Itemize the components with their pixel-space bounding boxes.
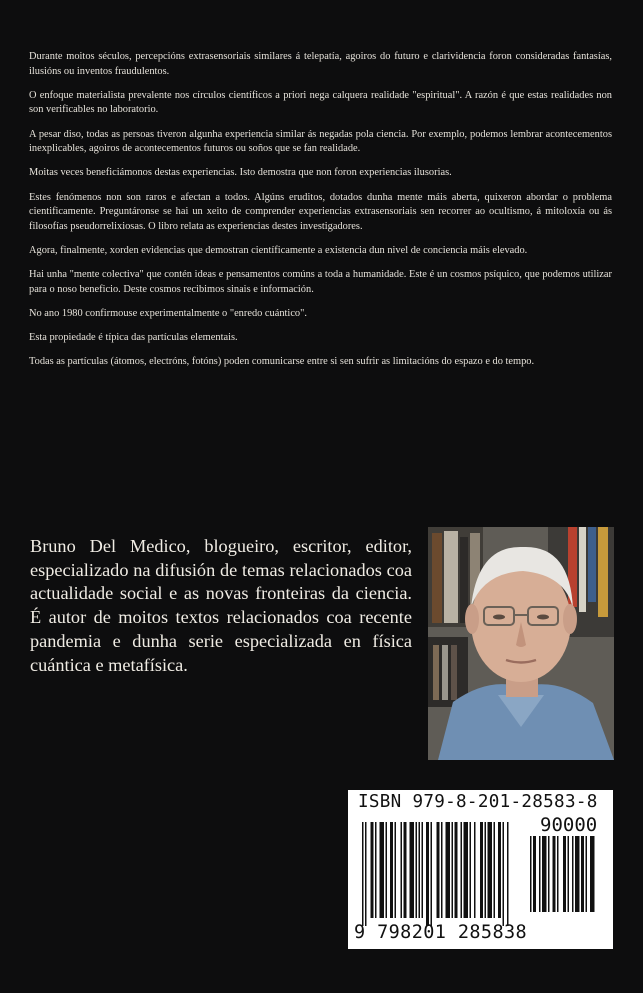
barcode-bar: [464, 822, 469, 918]
barcode-bar: [503, 822, 505, 926]
author-portrait-image: [428, 527, 614, 760]
blurb-paragraph: Todas as partículas (átomos, electróns, fotóns) poden comunicarse entre si sen sufrir as limitacións do espazo e do tempo.: [29, 356, 535, 368]
barcode-bar: [568, 836, 570, 912]
barcode-bar: [485, 822, 487, 918]
barcode-bar: [452, 822, 454, 918]
barcode-bar: [572, 836, 574, 912]
barcode-bar: [375, 822, 377, 918]
barcode-bar: [461, 822, 463, 918]
barcode-bar: [365, 822, 367, 926]
barcode-bar: [426, 822, 429, 926]
barcode-bar: [401, 822, 403, 918]
barcode-bar: [542, 836, 547, 912]
barcode-bar: [416, 822, 418, 918]
barcode-bar: [395, 822, 397, 918]
barcode-bar: [470, 822, 472, 918]
barcode-bar: [498, 822, 501, 918]
author-bio: Bruno Del Medico, blogueiro, escritor, editor, especializado na difusión de temas relacionados coa actualidade social e as novas fronteiras da ciencia. É autor de moitos textos relacionados coa recente pandemia e dunha serie especializada en física cuántica e metafísica.: [30, 536, 412, 675]
barcode-bar: [563, 836, 566, 912]
barcode-bar: [533, 836, 536, 912]
barcode-bar: [586, 836, 588, 912]
barcode-bar: [575, 836, 580, 912]
barcode-bar: [386, 822, 388, 918]
blurb-paragraph: Agora, finalmente, xorden evidencias que demostran científicamente a existencia dun nivel de conciencia máis elevado.: [29, 244, 528, 256]
barcode-bar: [553, 836, 556, 912]
blurb-paragraph: Durante moitos séculos, percepcións extrasensoriais similares á telepatía, agoiros do futuro e clarividencia foron consideradas fantasías, ilusións ou inventos fraudulentos.: [29, 51, 612, 77]
barcode-bar: [390, 822, 393, 918]
blurb-paragraph: Hai unha "mente colectiva" que contén ideas e pensamentos comúns a toda a humanidade. Este é un cosmos psíquico, que podemos utilizar para o noso beneficio. Deste cosmos recibimos sinais e información.: [29, 269, 612, 295]
isbn-label: ISBN 979-8-201-28583-8: [358, 792, 598, 812]
blurb-paragraph: A pesar diso, todas as persoas tiveron algunha experiencia similar ás negadas pola ciencia. Por exemplo, podemos lembrar acontecementos inexplicables, agoiros de acontecementos futuros ou soños que se fan realidade.: [29, 128, 612, 155]
isbn-barcode: [348, 790, 613, 949]
blurb-paragraph: O enfoque materialista prevalente nos círculos científicos a priori nega calquera realidade "espiritual". A razón é que estas realidades non son verificables no laboratorio.: [29, 89, 612, 116]
barcode-bar: [410, 822, 415, 918]
barcode-bar: [419, 822, 421, 918]
blurb-paragraph: Moitas veces beneficiámonos destas experiencias. Isto demostra que non foron experiencias ilusorias.: [29, 167, 452, 179]
blurb-paragraph: Esta propiedade é típica das partículas elementais.: [29, 332, 238, 344]
barcode-bar: [380, 822, 385, 918]
barcode-bar: [539, 836, 541, 912]
barcode-bar: [530, 836, 532, 912]
barcode-bar: [362, 822, 364, 926]
barcode-bar: [441, 822, 443, 918]
author-photo: [428, 527, 614, 760]
barcode-bar: [404, 822, 407, 918]
barcode-digits: 9 798201 285838: [354, 922, 528, 943]
barcode-bars-main: [362, 822, 522, 926]
barcode-bar: [507, 822, 509, 926]
barcode-bar: [590, 836, 595, 912]
barcode-bar: [494, 822, 496, 918]
barcode-bar: [557, 836, 559, 912]
barcode-bar: [437, 822, 440, 918]
barcode-bar: [581, 836, 584, 912]
barcode-bar: [431, 822, 433, 926]
barcode-bars-addon: [530, 836, 602, 920]
barcode-bar: [474, 822, 476, 918]
blurb-paragraph: No ano 1980 confirmouse experimentalmente o "enredo cuántico".: [29, 307, 307, 319]
price-code: 90000: [540, 814, 598, 836]
barcode-bar: [548, 836, 550, 912]
barcode-bar: [488, 822, 493, 918]
blurb-paragraph: Estes fenómenos non son raros e afectan a todos. Algúns eruditos, dotados dunha mente máis aberta, quixeron abordar o problema cientificamente. Preguntáronse se hai un xeito de comprender experiencias extrasensoriais sen recorrer ao ocultismo, á mitoloxía ou ás filosofías pseudorrelixiosas. O libro relata as experiencias destes investigadores.: [29, 191, 612, 232]
barcode-bar: [455, 822, 458, 918]
back-cover-blurb: [29, 50, 612, 379]
barcode-bar: [422, 822, 424, 918]
barcode-bar: [446, 822, 451, 918]
barcode-bar: [480, 822, 483, 918]
barcode-bar: [371, 822, 374, 918]
